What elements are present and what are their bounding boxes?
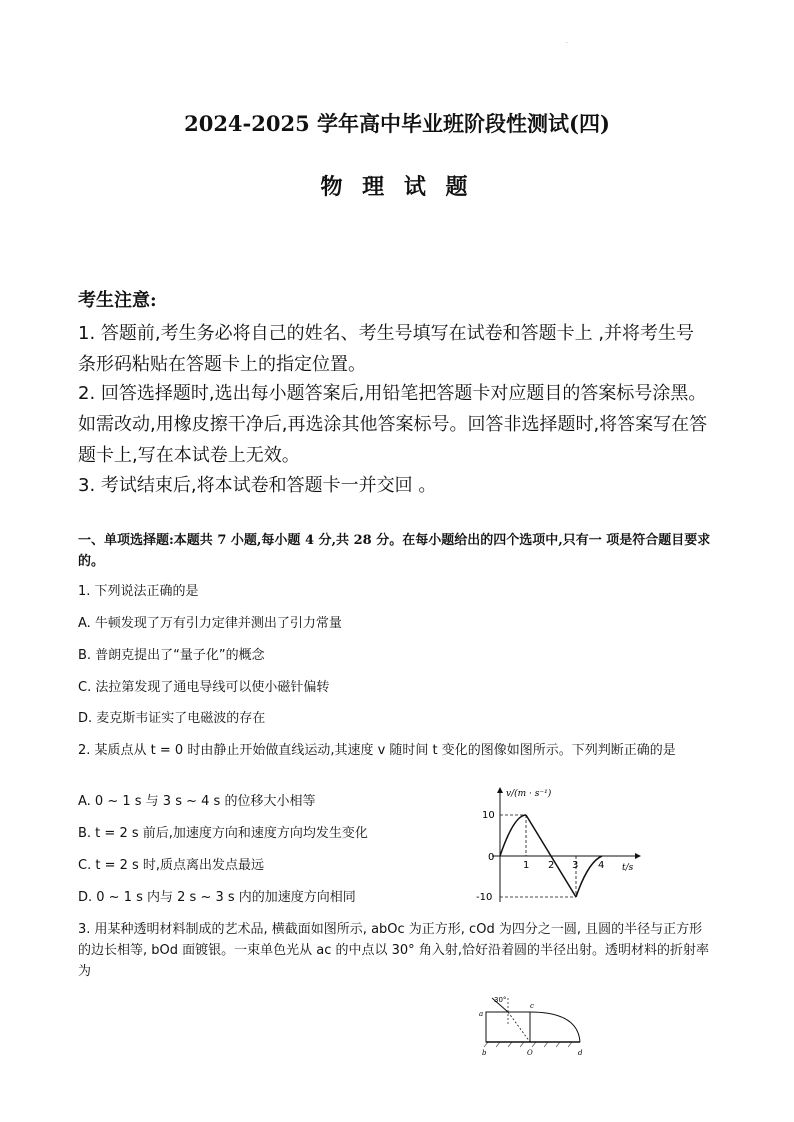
corner-mark: · [566, 40, 568, 47]
point-a: a [479, 1010, 484, 1018]
angle-label: 30° [494, 996, 507, 1004]
y-tick-neg10: -10 [476, 892, 493, 903]
point-O: O [527, 1049, 533, 1057]
question-2-option-b: B. t = 2 s 前后,加速度方向和速度方向均发生变化 [78, 826, 368, 841]
refracted-ray [508, 1012, 530, 1042]
quarter-circle [530, 1012, 580, 1042]
x-axis-label: t/s [622, 863, 634, 873]
y-tick-10: 10 [482, 810, 495, 821]
question-2-stem: 2. 某质点从 t = 0 时由静止开始做直线运动,其速度 v 随时间 t 变化的图像如图所示。下列判断正确的是 [78, 743, 676, 758]
question-3-stem: 3. 用某种透明材料制成的艺术品, 横截面如图所示, abOc 为正方形, cOd 为四分之一圆, 且圆的半径与正方形的边长相等, bOd 面镀银。一束单色光从 ac 的中点以 30° 角入射,恰好沿着圆的半径出射。透明材料的折射率为 [78, 922, 709, 979]
point-c: c [530, 1002, 534, 1010]
y-tick-0: 0 [488, 852, 495, 863]
point-b: b [482, 1049, 487, 1057]
question-1-option-d: D. 麦克斯韦证实了电磁波的存在 [78, 711, 266, 726]
notice-item-2: 2. 回答选择题时,选出每小题答案后,用铅笔把答题卡对应题目的答案标号涂黑。如需改动,用橡皮擦干净后,再选涂其他答案标号。回答非选择题时,将答案写在答题卡上,写在本试卷上无效。 [78, 383, 708, 466]
exam-title: 2024-2025 学年高中毕业班阶段性测试(四) [184, 111, 610, 136]
question-2-option-c: C. t = 2 s 时,质点离出发点最远 [78, 858, 265, 873]
square-abOc [486, 1012, 530, 1042]
curve-segment-1 [500, 815, 526, 856]
question-1-option-b: B. 普朗克提出了“量子化”的概念 [78, 648, 265, 663]
question-1-stem: 1. 下列说法正确的是 [78, 584, 199, 599]
x-tick-4: 4 [598, 860, 605, 871]
optics-figure [470, 992, 600, 1060]
notice-heading: 考生注意: [78, 290, 157, 311]
question-1-option-c: C. 法拉第发现了通电导线可以使小磁针偏转 [78, 680, 330, 695]
velocity-time-graph [462, 782, 662, 907]
notice-item-1: 1. 答题前,考生务必将自己的姓名、考生号填写在试卷和答题卡上 ,并将考生号条形码粘贴在答题卡上的指定位置。 [78, 323, 695, 375]
section-heading: 一、单项选择题:本题共 7 小题,每小题 4 分,共 28 分。在每小题给出的四个选项中,只有一 项是符合题目要求的。 [78, 533, 711, 569]
exam-subtitle: 物 理 试 题 [320, 174, 474, 200]
question-2-option-a: A. 0 ~ 1 s 与 3 s ~ 4 s 的位移大小相等 [78, 794, 316, 809]
point-d: d [578, 1049, 583, 1057]
x-tick-3: 3 [572, 860, 579, 871]
question-2-option-d: D. 0 ~ 1 s 内与 2 s ~ 3 s 内的加速度方向相同 [78, 890, 356, 905]
question-1-option-a: A. 牛顿发现了万有引力定律并测出了引力常量 [78, 616, 342, 631]
notice-item-3: 3. 考试结束后,将本试卷和答题卡一并交回 。 [78, 475, 437, 496]
x-tick-2: 2 [548, 860, 555, 871]
x-tick-1: 1 [523, 860, 530, 871]
y-axis-label: v/(m · s⁻¹) [506, 789, 552, 799]
